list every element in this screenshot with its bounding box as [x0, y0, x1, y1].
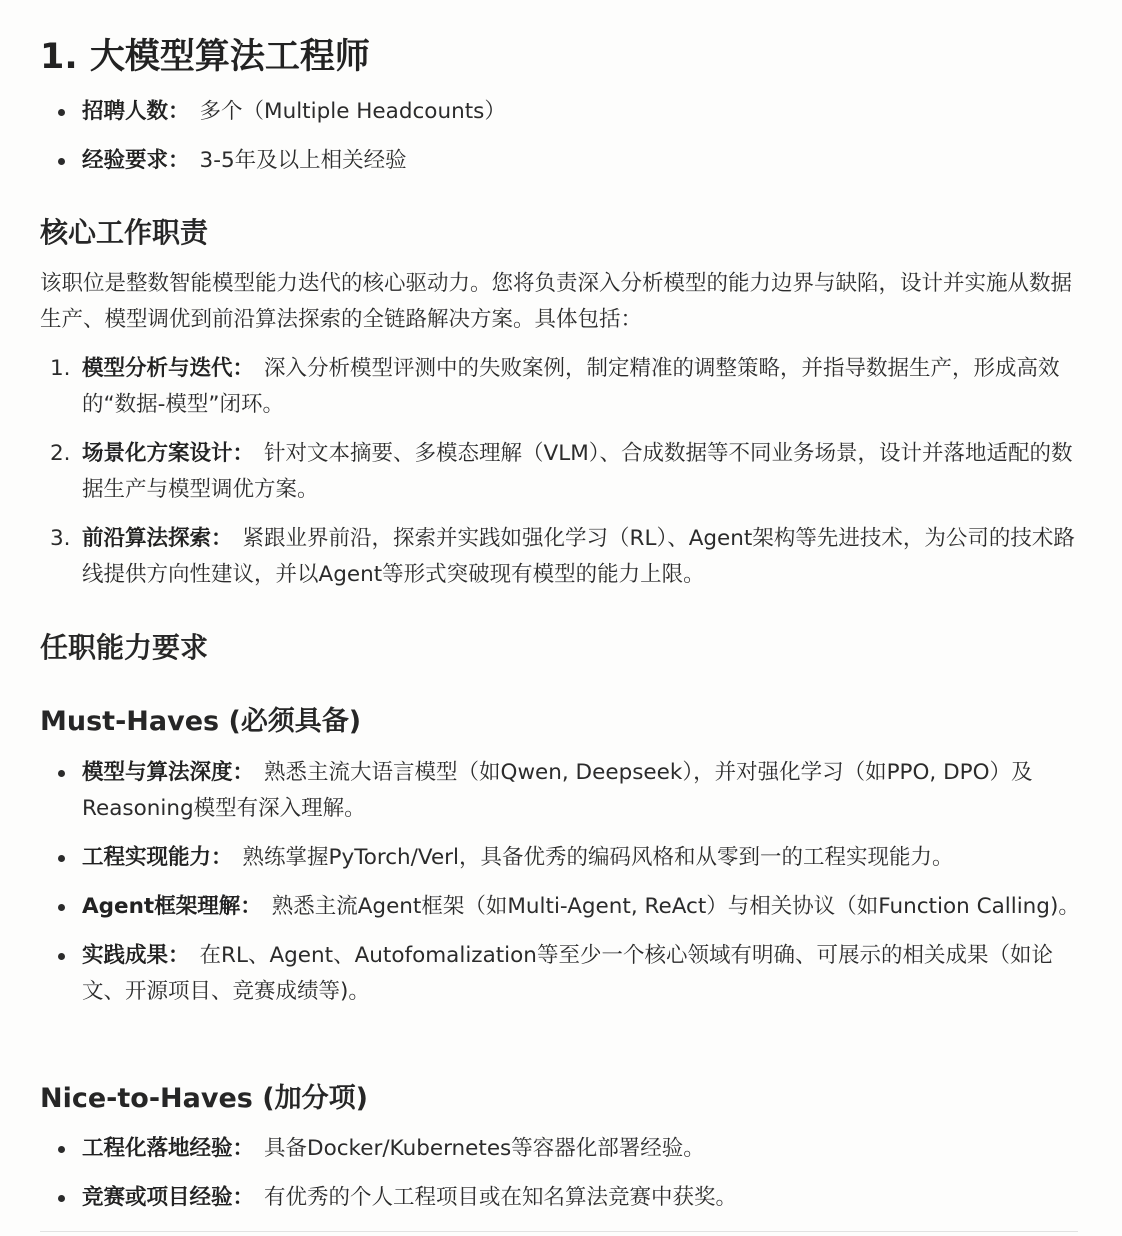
- item-label: 经验要求: [82, 148, 169, 173]
- bullet-icon: [58, 855, 65, 862]
- item-text: 3-5年及以上相关经验: [199, 148, 407, 173]
- item-text: 针对文本摘要、多模态理解（VLM）、合成数据等不同业务场景，设计并落地适配的数据生产与模型调优方案。: [82, 441, 1073, 502]
- item-label: 场景化方案设计: [82, 441, 233, 466]
- job-title: 1. 大模型算法工程师: [40, 37, 370, 77]
- bullet-icon: [58, 1146, 65, 1153]
- item-number: 3.: [50, 526, 71, 551]
- bullet-icon: [58, 1195, 65, 1202]
- core-intro: 该职位是整数智能模型能力迭代的核心驱动力。您将负责深入分析模型的能力边界与缺陷，设计并实施从数据生产、模型调优到前沿算法探索的全链路解决方案。具体包括：: [40, 271, 1073, 332]
- item-colon: ：: [168, 99, 190, 124]
- summary-item-experience: [40, 143, 1080, 179]
- nice-to-haves-heading: Nice-to-Haves (加分项): [40, 1083, 368, 1114]
- item-text: 有优秀的个人工程项目或在知名算法竞赛中获奖。: [264, 1185, 738, 1210]
- item-label: 模型与算法深度: [82, 760, 233, 785]
- item-label: 工程实现能力: [82, 845, 212, 870]
- item-number: 1.: [50, 356, 71, 381]
- must-have-item: [40, 840, 1080, 876]
- item-colon: ：: [211, 845, 233, 870]
- item-colon: ：: [240, 894, 262, 919]
- item-label: 竞赛或项目经验: [82, 1185, 233, 1210]
- bullet-icon: [58, 158, 65, 165]
- item-colon: ：: [211, 526, 233, 551]
- item-colon: ：: [232, 356, 255, 381]
- item-text: 在RL、Agent、Autofomalization等至少一个核心领域有明确、可展示的相关成果（如论文、开源项目、竞赛成绩等)。: [82, 943, 1053, 1004]
- item-colon: ：: [168, 943, 190, 968]
- duty-item: [40, 521, 1080, 593]
- item-text: 熟练掌握PyTorch/Verl，具备优秀的编码风格和从零到一的工程实现能力。: [242, 845, 954, 870]
- nice-to-have-item: [40, 1180, 1080, 1216]
- nice-to-haves-list: [40, 1131, 1080, 1229]
- bullet-icon: [58, 904, 65, 911]
- item-label: 招聘人数: [82, 99, 169, 124]
- item-colon: ：: [232, 1136, 255, 1161]
- item-label: Agent框架理解: [82, 894, 241, 919]
- summary-item-headcount: [40, 94, 1080, 130]
- item-text: 多个（Multiple Headcounts）: [199, 99, 506, 124]
- bullet-icon: [58, 109, 65, 116]
- bullet-icon: [58, 770, 65, 777]
- must-have-item: [40, 938, 1080, 1010]
- item-colon: ：: [232, 760, 255, 785]
- item-colon: ：: [168, 148, 190, 173]
- item-text: 熟悉主流大语言模型（如Qwen, Deepseek），并对强化学习（如PPO, DPO）及Reasoning模型有深入理解。: [82, 760, 1033, 821]
- item-text: 熟悉主流Agent框架（如Multi-Agent, ReAct）与相关协议（如Function Calling)。: [271, 894, 1080, 919]
- item-colon: ：: [232, 441, 255, 466]
- nice-to-have-item: [40, 1131, 1080, 1167]
- requirements-heading: 任职能力要求: [40, 631, 209, 664]
- must-have-item: [40, 755, 1080, 827]
- duty-item: [40, 351, 1080, 423]
- item-number: 2.: [50, 441, 71, 466]
- core-heading: 核心工作职责: [40, 216, 209, 249]
- core-duties-list: [40, 351, 1080, 606]
- item-label: 模型分析与迭代: [82, 356, 233, 381]
- bullet-icon: [58, 953, 65, 960]
- item-label: 前沿算法探索: [82, 526, 212, 551]
- section-divider: [40, 1231, 1078, 1232]
- must-have-item: [40, 889, 1080, 925]
- item-text: 具备Docker/Kubernetes等容器化部署经验。: [264, 1136, 705, 1161]
- item-text: 紧跟业界前沿，探索并实践如强化学习（RL）、Agent架构等先进技术，为公司的技术路线提供方向性建议，并以Agent等形式突破现有模型的能力上限。: [82, 526, 1075, 587]
- item-label: 工程化落地经验: [82, 1136, 233, 1161]
- item-label: 实践成果: [82, 943, 169, 968]
- item-colon: ：: [232, 1185, 255, 1210]
- summary-list: [40, 94, 1080, 192]
- must-haves-heading: Must-Haves (必须具备): [40, 706, 362, 737]
- item-text: 深入分析模型评测中的失败案例，制定精准的调整策略，并指导数据生产，形成高效的“数据-模型”闭环。: [82, 356, 1060, 417]
- duty-item: [40, 436, 1080, 508]
- must-haves-list: [40, 755, 1080, 1023]
